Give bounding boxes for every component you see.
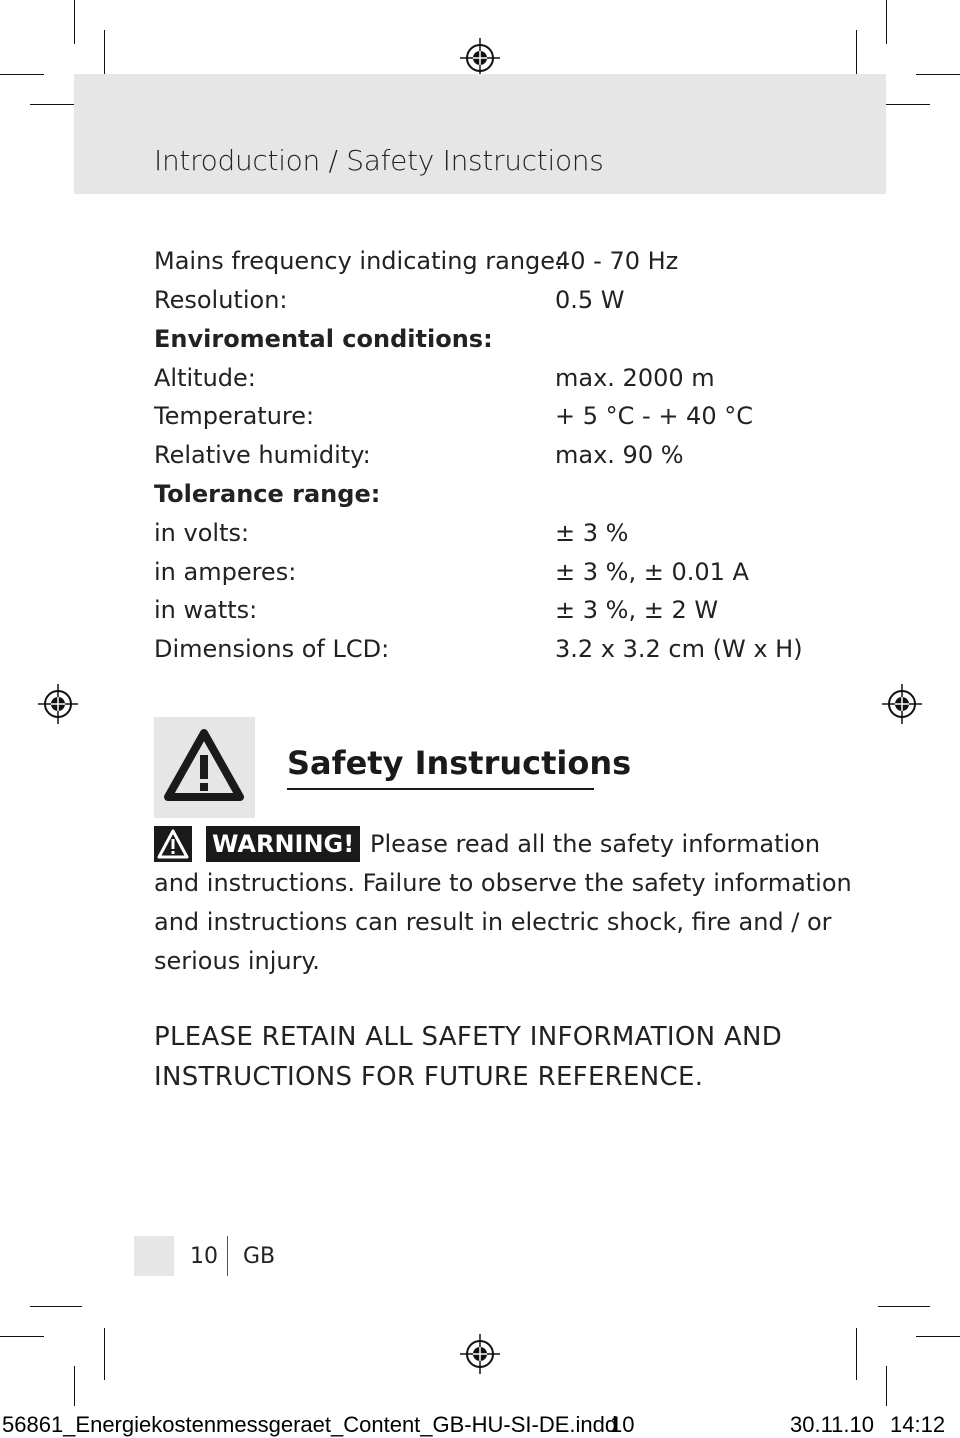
spec-row bbox=[154, 441, 874, 480]
spec-label: in volts: bbox=[154, 519, 250, 547]
crop-mark bbox=[856, 1328, 857, 1380]
crop-mark bbox=[104, 1328, 105, 1380]
section-heading: Enviromental conditions: bbox=[154, 325, 493, 353]
spec-label: Temperature: bbox=[154, 402, 315, 430]
spec-row bbox=[154, 596, 874, 635]
spec-row bbox=[154, 558, 874, 597]
registration-target-icon bbox=[882, 684, 922, 724]
retain-notice-line: INSTRUCTIONS FOR FUTURE REFERENCE. bbox=[154, 1062, 704, 1092]
spec-value: 0.5 W bbox=[555, 286, 625, 314]
page-number-box bbox=[134, 1236, 174, 1276]
crop-mark bbox=[74, 1366, 75, 1406]
spec-value: + 5 °C - + 40 °C bbox=[555, 402, 753, 430]
crop-mark bbox=[0, 74, 44, 75]
paragraph-line: Please read all the safety information bbox=[370, 830, 821, 858]
language-code: GB bbox=[243, 1244, 276, 1269]
spec-value: ± 3 %, ± 0.01 A bbox=[555, 558, 749, 586]
spec-value: 40 - 70 Hz bbox=[555, 247, 679, 275]
registration-target-icon bbox=[460, 38, 500, 78]
slug-date: 30.11.10 bbox=[790, 1412, 875, 1437]
spec-value: max. 90 % bbox=[555, 441, 684, 469]
spec-label: Altitude: bbox=[154, 364, 256, 392]
spec-label: in amperes: bbox=[154, 558, 297, 586]
section-heading: Tolerance range: bbox=[154, 480, 381, 508]
registration-target-icon bbox=[460, 1334, 500, 1374]
warning-badge: WARNING! bbox=[206, 826, 360, 862]
spec-label: Dimensions of LCD: bbox=[154, 635, 390, 663]
registration-target-icon bbox=[38, 684, 78, 724]
spec-row bbox=[154, 286, 874, 325]
spec-label: Mains frequency indicating range: bbox=[154, 247, 564, 275]
spec-section-heading bbox=[154, 325, 874, 364]
spec-value: max. 2000 m bbox=[555, 364, 715, 392]
paragraph-line: serious injury. bbox=[154, 947, 320, 975]
crop-mark bbox=[0, 1336, 44, 1337]
warning-triangle-icon bbox=[154, 826, 192, 862]
crop-mark bbox=[916, 1336, 960, 1337]
warning-triangle-icon bbox=[154, 717, 255, 818]
warning-icon-box bbox=[154, 826, 192, 862]
slug-filename: 56861_Energiekostenmessgeraet_Content_GB-HU-SI-DE.indd bbox=[2, 1412, 618, 1437]
heading-underline bbox=[287, 788, 594, 790]
page-number: 10 bbox=[190, 1244, 218, 1269]
crop-mark bbox=[886, 0, 887, 44]
crop-mark bbox=[878, 1306, 930, 1307]
page-title: Introduction / Safety Instructions bbox=[154, 144, 604, 177]
spec-row bbox=[154, 519, 874, 558]
slug-time: 14:12 bbox=[890, 1412, 946, 1437]
warning-box bbox=[154, 717, 255, 818]
spec-row bbox=[154, 402, 874, 441]
page-separator bbox=[227, 1236, 228, 1276]
spec-row bbox=[154, 635, 874, 674]
crop-mark bbox=[74, 0, 75, 44]
spec-label: in watts: bbox=[154, 596, 258, 624]
spec-row bbox=[154, 364, 874, 403]
spec-section-heading bbox=[154, 480, 874, 519]
section-heading: Safety Instructions bbox=[287, 744, 632, 782]
crop-mark bbox=[886, 1366, 887, 1406]
spec-value: ± 3 % bbox=[555, 519, 629, 547]
paragraph-line: and instructions. Failure to observe the safety information bbox=[154, 869, 852, 897]
crop-mark bbox=[30, 1306, 82, 1307]
crop-mark bbox=[916, 74, 960, 75]
slug-page: 10 bbox=[610, 1412, 635, 1437]
spec-value: 3.2 x 3.2 cm (W x H) bbox=[555, 635, 803, 663]
spec-label: Relative humidity: bbox=[154, 441, 371, 469]
spec-value: ± 3 %, ± 2 W bbox=[555, 596, 719, 624]
spec-row bbox=[154, 247, 874, 286]
retain-notice-line: PLEASE RETAIN ALL SAFETY INFORMATION AND bbox=[154, 1022, 783, 1052]
spec-label: Resolution: bbox=[154, 286, 288, 314]
paragraph-line: and instructions can result in electric shock, fire and / or bbox=[154, 908, 832, 936]
